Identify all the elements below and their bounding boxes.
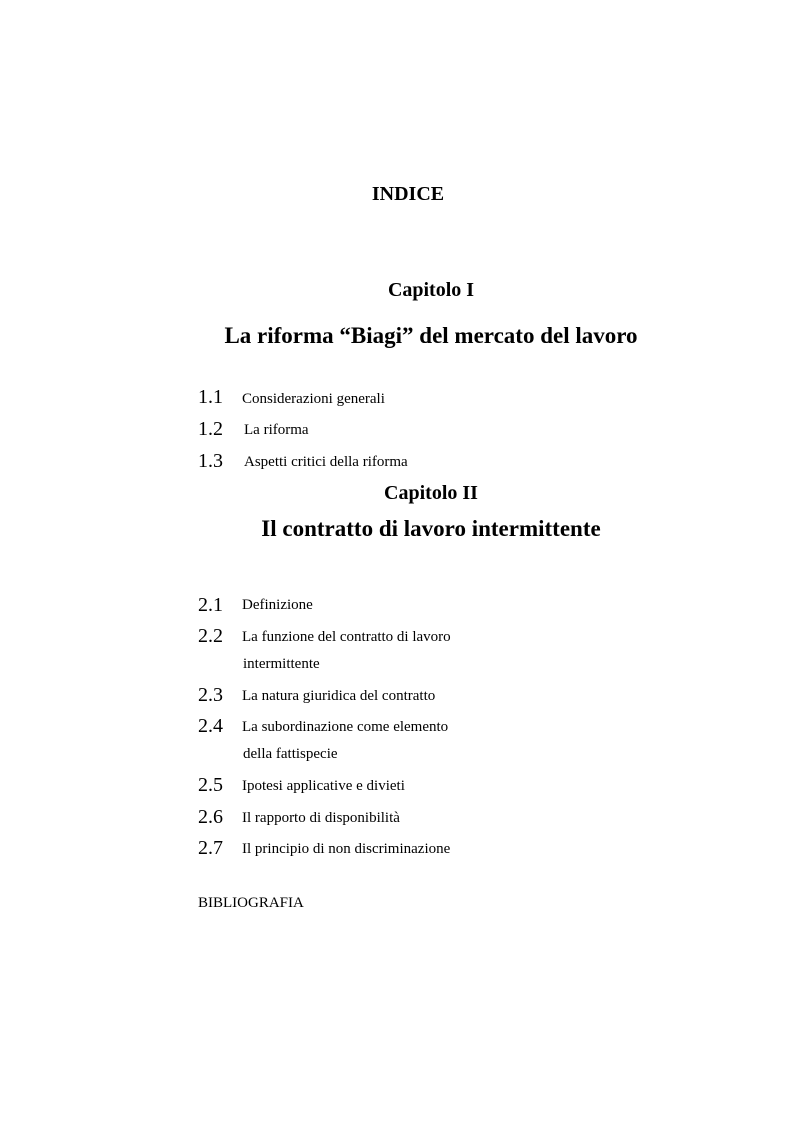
index-title: INDICE: [371, 183, 445, 205]
section-title: La subordinazione come elemento: [242, 719, 449, 735]
section-title: Il principio di non discriminazione: [242, 841, 451, 857]
section-number: 2.7: [198, 837, 223, 859]
section-number: 1.1: [198, 386, 223, 408]
section-title: Aspetti critici della riforma: [244, 454, 408, 470]
chapter-1-title: La riforma “Biagi” del mercato del lavoro: [224, 323, 638, 348]
section-number: 2.1: [198, 594, 223, 616]
section-title: Ipotesi applicative e divieti: [242, 778, 405, 794]
chapter-2-label: Capitolo II: [384, 482, 478, 504]
chapter-1-label: Capitolo I: [387, 279, 475, 301]
section-title: La funzione del contratto di lavoro: [242, 629, 451, 645]
section-number: 1.3: [198, 450, 223, 472]
section-title-continuation: della fattispecie: [243, 746, 338, 762]
section-title: Definizione: [242, 597, 313, 613]
section-title: La natura giuridica del contratto: [242, 688, 436, 704]
chapter-2-title: Il contratto di lavoro intermittente: [261, 516, 601, 541]
section-number: 2.4: [198, 715, 223, 737]
section-number: 2.6: [198, 806, 223, 828]
section-title: Il rapporto di disponibilità: [242, 810, 400, 826]
section-number: 2.3: [198, 684, 223, 706]
section-title-continuation: intermittente: [243, 656, 320, 672]
section-number: 2.5: [198, 774, 223, 796]
bibliography-heading: BIBLIOGRAFIA: [198, 895, 304, 911]
section-number: 1.2: [198, 418, 223, 440]
section-title: Considerazioni generali: [242, 391, 385, 407]
section-number: 2.2: [198, 625, 223, 647]
section-title: La riforma: [244, 422, 309, 438]
